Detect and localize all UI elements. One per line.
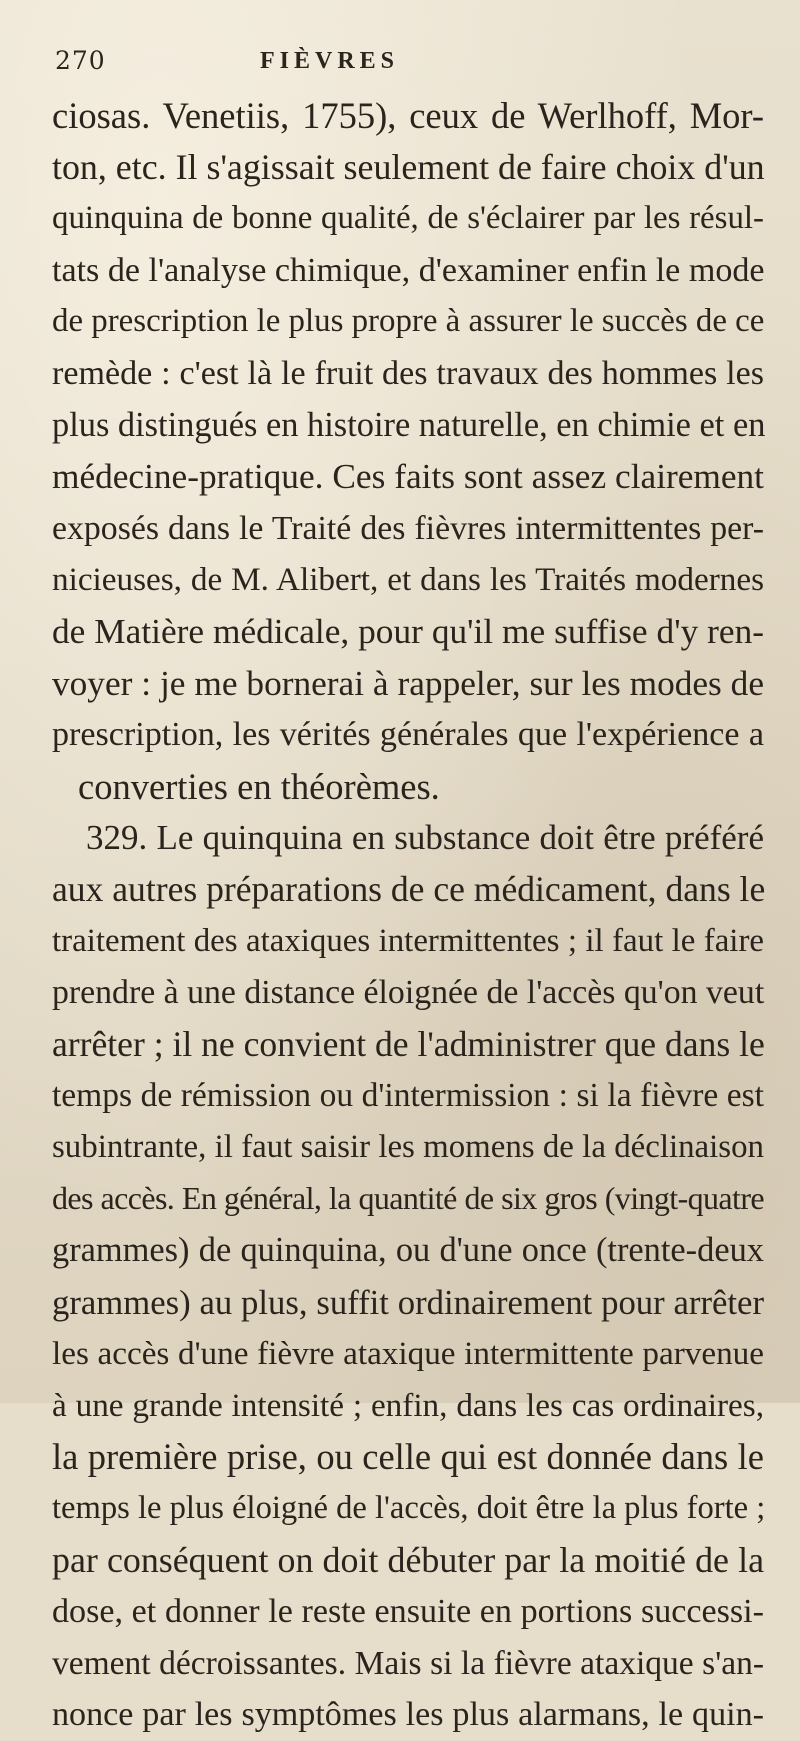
text-line: grammes) de quinquina, ou d'une once (trente-deux	[52, 1231, 764, 1270]
text-line: prescription, les vérités générales que l'expérience a	[52, 716, 764, 754]
body-text	[52, 90, 764, 1741]
text-line: de Matière médicale, pour qu'il me suffise d'y ren-	[52, 611, 764, 651]
text-line: aux autres préparations de ce médicament, dans le	[52, 868, 766, 909]
text-line: traitement des ataxiques intermittentes ; il faut le faire	[52, 922, 764, 959]
text-line: les accès d'une fièvre ataxique intermittente parvenue	[52, 1335, 764, 1373]
text-line: arrêter ; il ne convient de l'administrer que dans le	[52, 1023, 765, 1064]
text-line: converties en théorèmes.	[78, 765, 440, 807]
text-line: temps le plus éloigné de l'accès, doit être la plus forte ;	[52, 1490, 766, 1527]
text-line: médecine-pratique. Ces faits sont assez clairement	[52, 457, 764, 497]
text-line: prendre à une distance éloignée de l'accès qu'on veut	[52, 974, 765, 1012]
text-line: plus distingués en histoire naturelle, en chimie et en	[52, 405, 766, 444]
text-line: voyer : je me bornerai à rappeler, sur les modes de	[52, 663, 764, 703]
text-line: dose, et donner le reste ensuite en portions successi-	[52, 1593, 764, 1631]
text-line: subintrante, il faut saisir les momens de la déclinaison	[52, 1128, 764, 1165]
page-number: 270	[55, 46, 106, 75]
paragraph-start: 329. Le quinquina en substance doit être préféré	[86, 818, 764, 858]
running-head: FIÈVRES	[260, 48, 400, 74]
text-line: ton, etc. Il s'agissait seulement de faire choix d'un	[52, 146, 765, 187]
text-line: remède : c'est là le fruit des travaux des hommes les	[52, 354, 764, 392]
text-line: la première prise, ou celle qui est donnée dans le	[52, 1436, 764, 1478]
text-line: exposés dans le Traité des fièvres intermittentes per-	[52, 509, 764, 547]
page-header	[55, 46, 755, 86]
text-line: nonce par les symptômes les plus alarmans, le quin-	[52, 1696, 764, 1734]
text-line: temps de rémission ou d'intermission : si la fièvre est	[52, 1077, 764, 1115]
text-line: de prescription le plus propre à assurer le succès de ce	[52, 303, 765, 340]
text-line: à une grande intensité ; enfin, dans les cas ordinaires,	[52, 1386, 764, 1424]
text-line: quinquina de bonne qualité, de s'éclairer par les résul-	[52, 200, 764, 237]
text-line: nicieuses, de M. Alibert, et dans les Traités modernes	[52, 561, 764, 599]
text-line: tats de l'analyse chimique, d'examiner enfin le mode	[52, 251, 765, 289]
text-line: des accès. En général, la quantité de six gros (vingt-quatre	[52, 1180, 764, 1217]
text-line: ciosas. Venetiis, 1755), ceux de Werlhoff, Mor-	[52, 95, 764, 136]
text-line: grammes) au plus, suffit ordinairement pour arrêter	[52, 1282, 764, 1322]
text-line: vement décroissantes. Mais si la fièvre ataxique s'an-	[52, 1644, 764, 1682]
text-line: par conséquent on doit débuter par la moitié de la	[52, 1539, 764, 1580]
